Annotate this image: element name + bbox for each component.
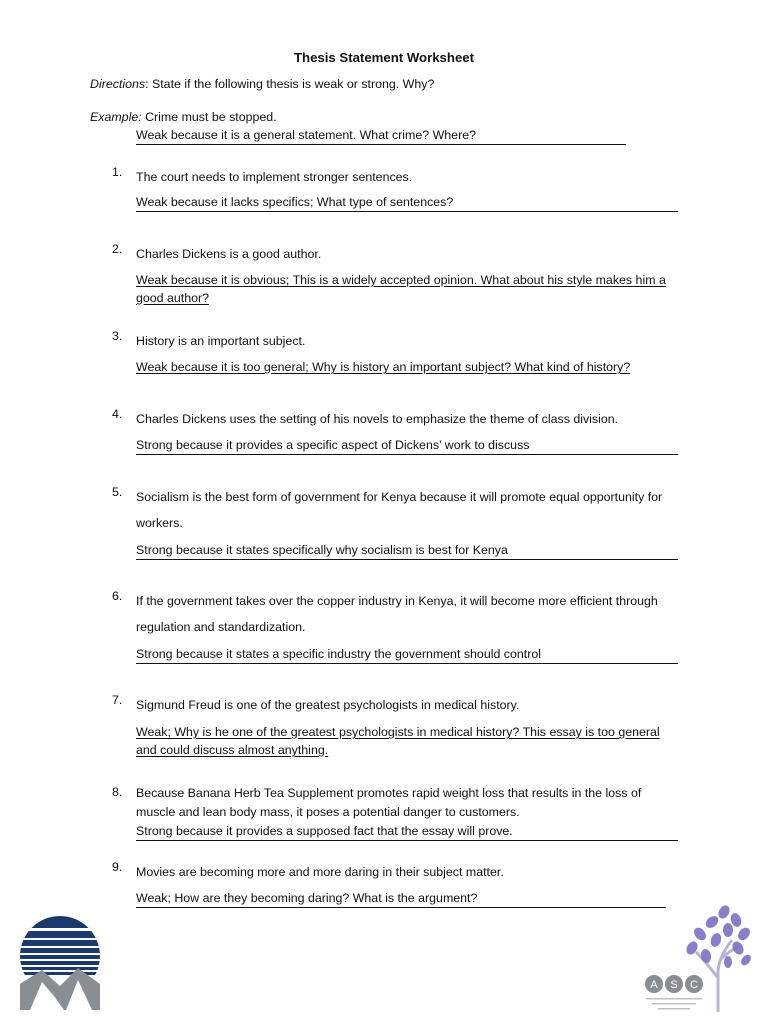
item-answer-text: Weak because it is obvious; This is a widely accepted opinion. What about his style makes him a good author? xyxy=(136,273,666,305)
tree-logo xyxy=(640,900,752,1012)
item-statement: Charles Dickens uses the setting of his novels to emphasize the theme of class division. xyxy=(136,412,619,426)
item-answer-text: Weak because it is too general; Why is history an important subject? What kind of history? xyxy=(136,360,631,374)
tree-logo-graphic xyxy=(640,900,752,1012)
item-answer-text: Weak; Why is he one of the greatest psychologists in medical history? This essay is too general and could discuss almost anything. xyxy=(136,725,660,757)
asc-circles xyxy=(645,975,703,993)
item-number: 5. xyxy=(112,485,123,499)
item-answer xyxy=(136,358,678,376)
item-answer: Weak because it lacks specifics; What type of sentences? xyxy=(136,193,678,212)
item-statement: Charles Dickens is a good author. xyxy=(136,247,322,261)
item-answer xyxy=(136,723,678,759)
directions-text: : State if the following thesis is weak or strong. Why? xyxy=(145,77,435,91)
item-statement: History is an important subject. xyxy=(136,334,306,348)
example-statement: Crime must be stopped. xyxy=(141,110,277,124)
item-number: 6. xyxy=(112,589,123,603)
item-answer: Strong because it states a specific industry the government should control xyxy=(136,645,678,664)
item-statement: Movies are becoming more and more daring in their subject matter. xyxy=(136,865,504,879)
example-label: Example: xyxy=(90,110,142,124)
example-answer: Weak because it is a general statement. What crime? Where? xyxy=(136,127,626,145)
item-statement: If the government takes over the copper industry in Kenya, it will become more efficient through regulation and standardization. xyxy=(136,594,658,634)
page-title: Thesis Statement Worksheet xyxy=(293,50,475,65)
item-answer xyxy=(136,271,678,307)
mountain-sun-logo-graphic xyxy=(20,912,100,1010)
item-number: 3. xyxy=(112,329,123,343)
item-number: 4. xyxy=(112,407,123,421)
item-number: 8. xyxy=(112,785,123,799)
item-number: 7. xyxy=(112,693,123,707)
item-number: 1. xyxy=(112,165,123,179)
asc-letter: A xyxy=(650,979,658,991)
item-number: 9. xyxy=(112,860,123,874)
item-answer: Strong because it provides a supposed fact that the essay will prove. xyxy=(136,822,678,841)
item-number: 2. xyxy=(112,242,123,256)
item-statement: Socialism is the best form of government for Kenya because it will promote equal opportunity for workers. xyxy=(136,490,663,530)
item-answer: Strong because it states specifically why socialism is best for Kenya xyxy=(136,541,678,560)
asc-letter: S xyxy=(670,979,678,991)
item-statement: The court needs to implement stronger sentences. xyxy=(136,170,413,184)
item-answer: Weak; How are they becoming daring? What is the argument? xyxy=(136,889,666,908)
mountain-sun-logo xyxy=(20,912,100,1010)
item-statement: Sigmund Freud is one of the greatest psychologists in medical history. xyxy=(136,698,520,712)
example xyxy=(90,109,277,126)
item-statement: Because Banana Herb Tea Supplement promotes rapid weight loss that results in the loss of muscle and lean body mass, it poses a potential danger to customers. xyxy=(136,786,642,819)
directions xyxy=(90,76,434,93)
asc-letter: C xyxy=(690,979,698,991)
directions-label: Directions xyxy=(90,77,146,91)
item-answer: Strong because it provides a specific aspect of Dickens’ work to discuss xyxy=(136,436,678,455)
